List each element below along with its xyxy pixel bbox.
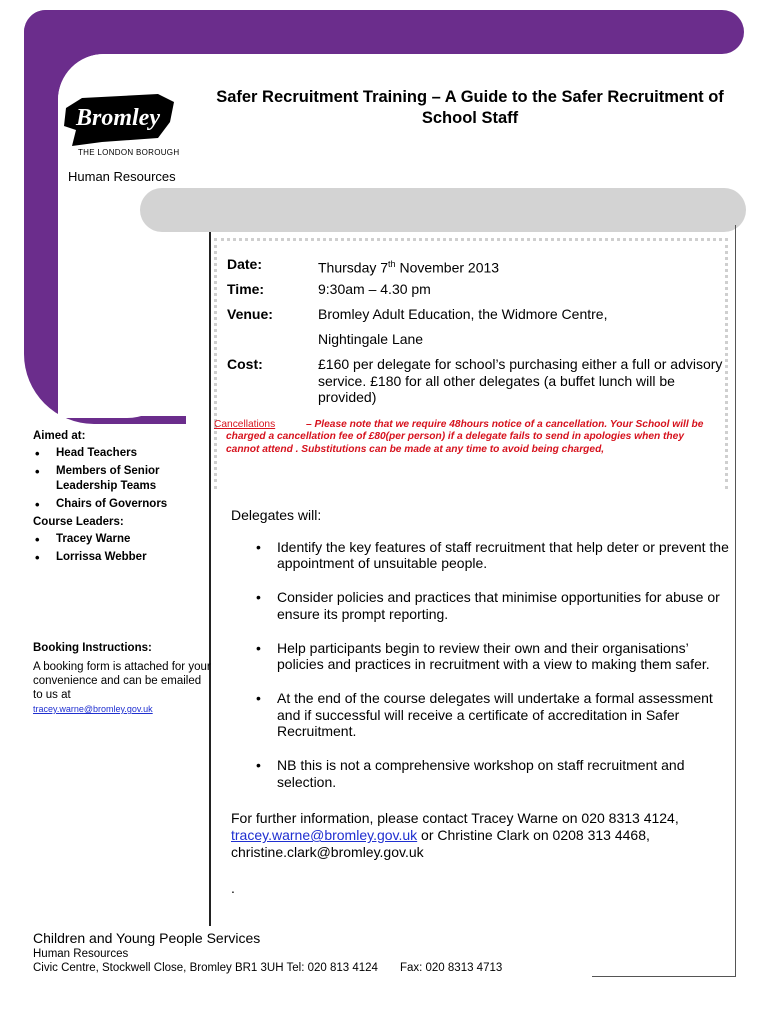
logo-subtitle: THE LONDON BOROUGH — [78, 148, 180, 157]
trailing-dot: . — [231, 879, 235, 896]
bromley-logo — [62, 92, 178, 153]
sidebar — [33, 429, 213, 568]
cancellation-text: – Please note that we require 48hours notice of a cancellation. Your School will be charged a cancellation fee of £80(per person) if a delegate fails to send in apologies when they cannot attend . Substitutions can be made at any time to avoid being charged, — [226, 419, 704, 455]
list-item: • Lorrissa Webber — [33, 550, 213, 565]
page-title: Safer Recruitment Training – A Guide to the Safer Recruitment of School Staff — [216, 88, 724, 127]
right-border — [735, 225, 736, 977]
objectives-list — [231, 539, 731, 791]
grey-divider-bar — [140, 188, 746, 232]
course-leaders-list — [33, 532, 213, 565]
cancellation-heading: Cancellations — [214, 419, 276, 430]
time-label: Time: — [227, 281, 265, 297]
delegates-intro: Delegates will: — [231, 507, 322, 523]
side-card-bottom — [58, 208, 186, 418]
footer — [33, 930, 502, 975]
bottom-border — [592, 976, 736, 977]
footer-address-line: Civic Centre, Stockwell Close, Bromley BR1 3UH Tel: 020 813 4124 Fax: 020 8313 4713 — [33, 962, 503, 974]
venue-value-line1: Bromley Adult Education, the Widmore Centre, — [318, 306, 608, 322]
list-item: • Help participants begin to review their own and their organisations’ policies and practices in recruitment with a view to making them safer. — [231, 640, 731, 673]
list-item: • Members of Senior Leadership Teams — [33, 464, 213, 494]
date-value: Thursday 7th November 2013 — [318, 259, 500, 276]
booking-heading: Booking Instructions: — [33, 642, 152, 654]
booking-text: A booking form is attached for your convenience and can be emailed to us at — [33, 661, 211, 701]
aimed-at-heading: Aimed at: — [33, 430, 86, 442]
time-value: 9:30am – 4.30 pm — [318, 281, 431, 297]
list-item: • Head Teachers — [33, 446, 213, 461]
course-leaders-heading: Course Leaders: — [33, 516, 124, 528]
list-item: • Tracey Warne — [33, 532, 213, 547]
venue-label: Venue: — [227, 306, 273, 322]
department-label: Human Resources — [68, 169, 176, 184]
footer-department: Human Resources — [33, 948, 129, 960]
contact-email-link[interactable]: tracey.warne@bromley.gov.uk — [231, 827, 418, 844]
booking-instructions — [33, 641, 213, 716]
venue-value-line2: Nightingale Lane — [318, 331, 424, 347]
cost-value: £160 per delegate for school’s purchasing either a full or advisory service. £180 for all other delegates (a buffet lunch will be provided) — [318, 356, 723, 405]
booking-email-link[interactable]: tracey.warne@bromley.gov.uk — [33, 704, 153, 714]
list-item: • At the end of the course delegates will undertake a formal assessment and if successful will receive a certificate of accreditation in Safer Recruitment. — [231, 690, 731, 740]
footer-fax: Fax: 020 8313 4713 — [399, 962, 503, 974]
vertical-divider — [209, 232, 211, 926]
footer-service: Children and Young People Services — [33, 930, 261, 946]
logo-text: Bromley — [76, 105, 160, 131]
cancellation-notice — [214, 419, 719, 456]
contact-info: For further information, please contact Tracey Warne on 020 8313 4124, tracey.warne@bromley.gov.uk or Christine Clark on 0208 313 4468, christine.clark@bromley.gov.uk — [231, 810, 679, 860]
aimed-at-list — [33, 446, 213, 512]
cost-label: Cost: — [227, 356, 263, 372]
list-item: • Identify the key features of staff recruitment that help deter or prevent the appointment of unsuitable people. — [231, 539, 731, 572]
list-item: • Consider policies and practices that minimise opportunities for abuse or ensure its prompt reporting. — [231, 589, 731, 622]
list-item: • Chairs of Governors — [33, 497, 213, 512]
main-content — [231, 507, 731, 896]
list-item: • NB this is not a comprehensive workshop on staff recruitment and selection. — [231, 757, 731, 790]
date-label: Date: — [227, 256, 263, 272]
